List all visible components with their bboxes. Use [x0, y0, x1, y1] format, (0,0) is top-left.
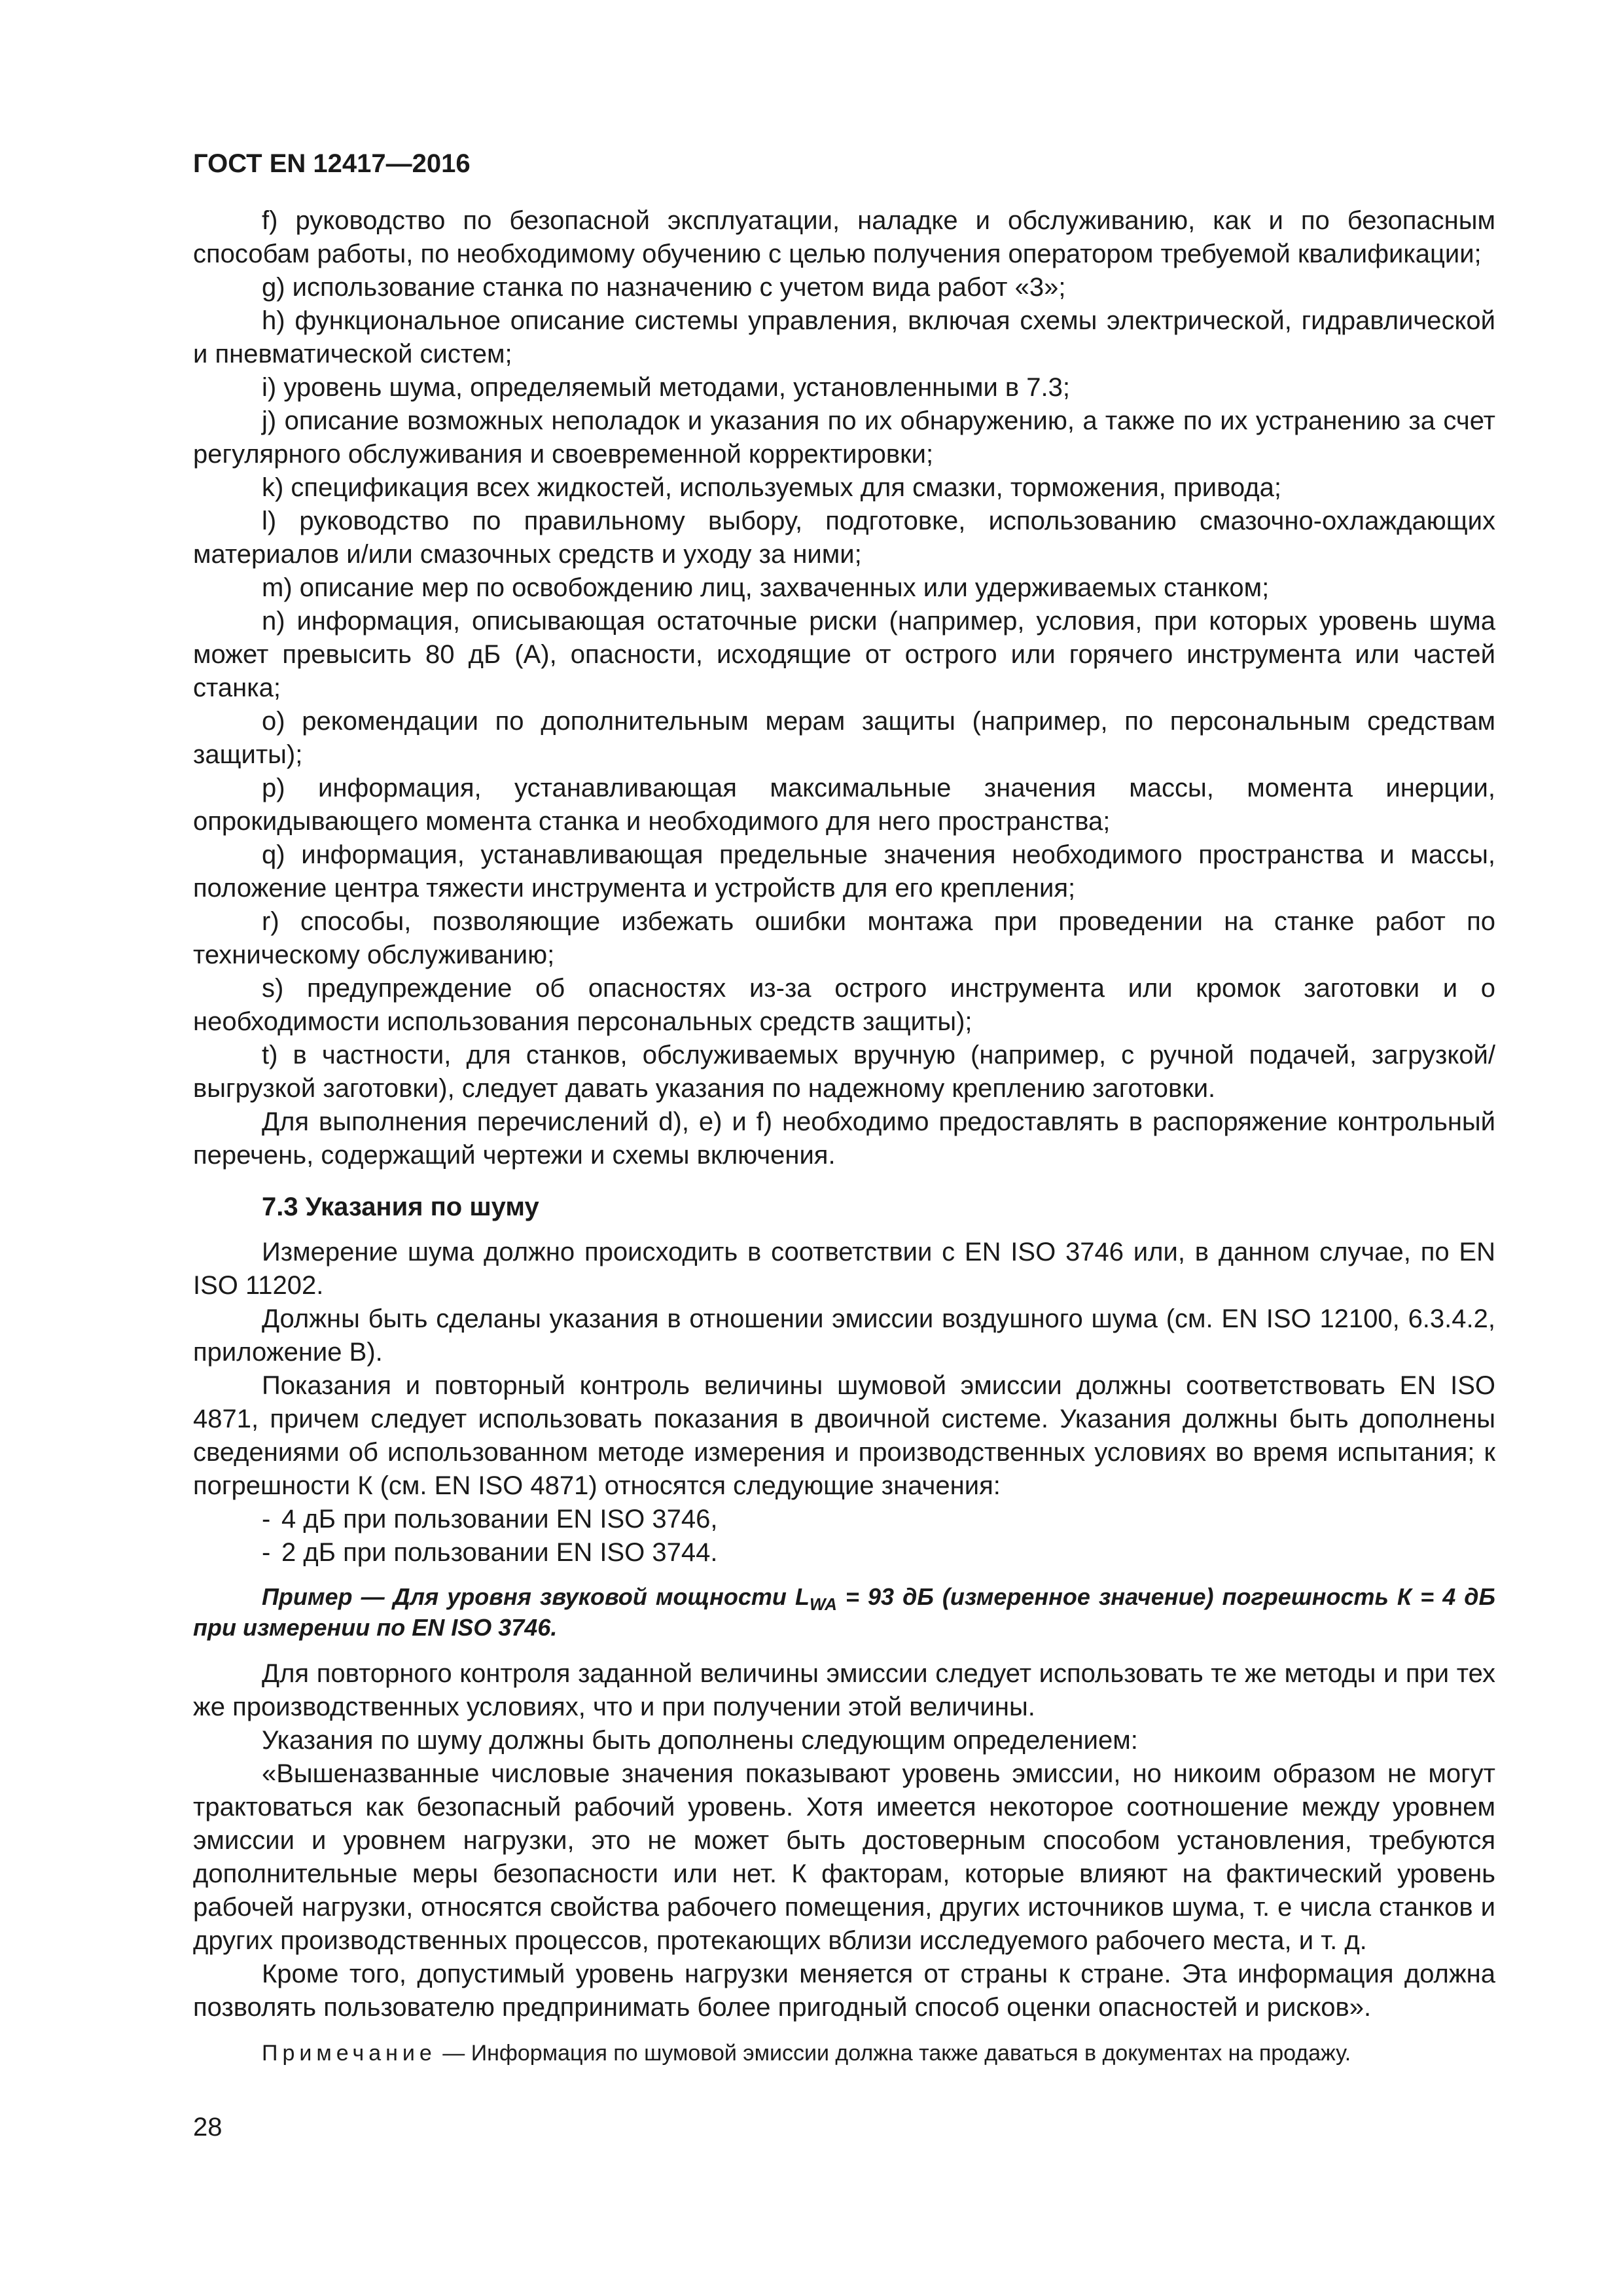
paragraph: Указания по шуму должны быть дополнены следующим определением:	[262, 1726, 1138, 1755]
list-item-text: 2 дБ при пользовании EN ISO 3744.	[281, 1538, 718, 1567]
list-item: f) руководство по безопасной эксплуатации, наладке и обслуживанию, как и по безопасным способам работы, по необходимому обучению с целью получения оператором требуемой квалификации;	[193, 206, 1495, 268]
paragraph: Измерение шума должно происходить в соответствии с EN ISO 3746 или, в данном случае, по EN ISO 11202.	[193, 1238, 1495, 1300]
section-title: 7.3 Указания по шуму	[262, 1193, 539, 1221]
note-text: — Информация по шумовой эмиссии должна также даваться в документах на продажу.	[436, 2041, 1351, 2066]
list-item: i) уровень шума, определяемый методами, установленными в 7.3;	[262, 373, 1070, 402]
example-prefix: Пример — Для уровня звуковой мощности L	[262, 1583, 810, 1610]
example-subscript: WA	[809, 1594, 837, 1615]
paragraph: Кроме того, допустимый уровень нагрузки меняется от страны к стране. Эта информация должна позволять пользователю предпринимать более пригодный способ оценки опасностей и рисков».	[193, 1960, 1495, 2022]
list-item	[193, 1503, 1495, 1536]
paragraph: «Вышеназванные числовые значения показывают уровень эмиссии, но никоим образом не могут трактоваться как безопасный рабочий уровень. Хотя имеется некоторое соотношение между уровнем эмиссии и уровнем нагрузки, это не может быть достоверным способом установления, требуются дополнительные меры безопасности или нет. К факторам, которые влияют на фактический уровень рабочей нагрузки, относятся свойства рабочего помещения, других источников шума, т. е числа станков и других производственных процессов, протекающих вблизи исследуемого рабочего места, и т. д.	[193, 1759, 1495, 1955]
list-item: j) описание возможных неполадок и указания по их обнаружению, а также по их устранению за счет регулярного обслуживания и своевременной корректировки;	[193, 406, 1495, 469]
list-item: t) в частности, для станков, обслуживаемых вручную (например, с ручной подачей, загрузкой/выгрузкой заготовки), следует давать указания по надежному креплению заготовки.	[193, 1041, 1495, 1103]
example-suffix: = 93 дБ (измеренное значение) погрешность К = 4 дБ при измерении по EN ISO 3746.	[193, 1583, 1496, 1641]
note-label: Примечание	[262, 2041, 437, 2066]
list-closing-paragraph: Для выполнения перечислений d), e) и f) необходимо предоставлять в распоряжение контрольный перечень, содержащий чертежи и схемы включения.	[193, 1107, 1495, 1170]
list-item: q) информация, устанавливающая предельные значения необходимого пространства и массы, положение центра тяжести инструмента и устройств для его крепления;	[193, 840, 1495, 903]
page-number: 28	[193, 2113, 223, 2142]
paragraph: Показания и повторный контроль величины шумовой эмиссии должны соответствовать EN ISO 4871, причем следует использовать показания в двоичной системе. Указания должны быть дополнены сведениями об использованном методе измерения и производственных условиях во время испытания; к погрешности К (см. EN ISO 4871) относятся следующие значения:	[193, 1371, 1495, 1500]
list-item-text: 4 дБ при пользовании EN ISO 3746,	[281, 1505, 718, 1534]
list-item: h) функциональное описание системы управления, включая схемы электрической, гидравлической и пневматической систем;	[193, 306, 1495, 368]
list-item: p) информация, устанавливающая максимальные значения массы, момента инерции, опрокидывающего момента станка и необходимого для него пространства;	[193, 774, 1495, 836]
list-item: n) информация, описывающая остаточные риски (например, условия, при которых уровень шума может превысить 80 дБ (А), опасности, исходящие от острого или горячего инструмента или частей станка;	[193, 607, 1495, 702]
list-item: r) способы, позволяющие избежать ошибки монтажа при проведении на станке работ по техническому обслуживанию;	[193, 907, 1495, 969]
document-header: ГОСТ EN 12417—2016	[193, 149, 471, 178]
page-content	[193, 204, 1495, 2068]
list-item: k) спецификация всех жидкостей, используемых для смазки, торможения, привода;	[262, 473, 1281, 502]
paragraph: Должны быть сделаны указания в отношении эмиссии воздушного шума (см. EN ISO 12100, 6.3.4.2, приложение В).	[193, 1304, 1495, 1367]
list-item: s) предупреждение об опасностях из-за острого инструмента или кромок заготовки и о необходимости использования персональных средств защиты);	[193, 974, 1495, 1036]
list-item: g) использование станка по назначению с учетом вида работ «3»;	[262, 273, 1066, 302]
list-item: m) описание мер по освобождению лиц, захваченных или удерживаемых станком;	[262, 573, 1270, 602]
list-item: o) рекомендации по дополнительным мерам защиты (например, по персональным средствам защиты);	[193, 707, 1495, 769]
example-block	[193, 1581, 1495, 1643]
list-item	[193, 1536, 1495, 1570]
dash-marker: -	[262, 1505, 271, 1534]
paragraph: Для повторного контроля заданной величины эмиссии следует использовать те же методы и при тех же производственных условиях, что и при получении этой величины.	[193, 1659, 1495, 1721]
note	[193, 2039, 1495, 2068]
uncertainty-list	[193, 1503, 1495, 1570]
list-item: l) руководство по правильному выбору, подготовке, использованию смазочно-охлаждающих материалов и/или смазочных средств и уходу за ними;	[193, 507, 1495, 569]
dash-marker: -	[262, 1538, 271, 1567]
